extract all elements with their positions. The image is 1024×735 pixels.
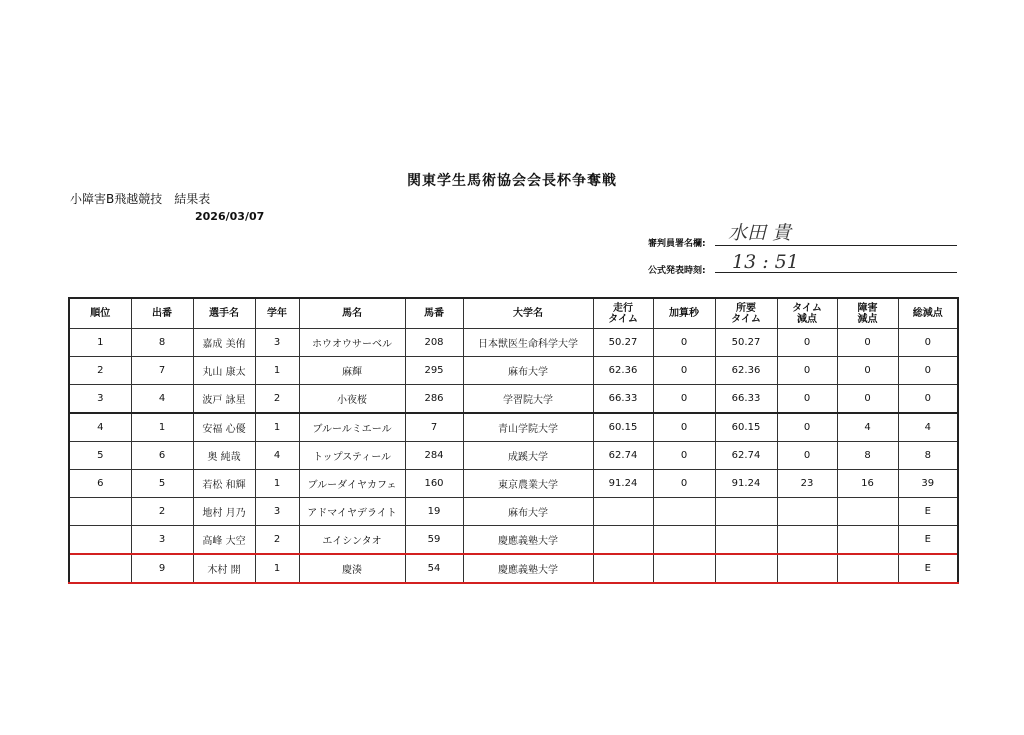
table-row — [69, 385, 958, 414]
judge-signature-label: 審判員署名欄: — [648, 239, 706, 249]
cell-total-time: 62.74 — [715, 442, 777, 470]
cell-added-seconds: 0 — [653, 442, 715, 470]
cell-run-time: 91.24 — [593, 470, 653, 498]
header-horse-name: 馬名 — [299, 298, 405, 329]
cell-rider-name: 波戸 詠星 — [193, 385, 255, 414]
cell-time-penalty — [777, 526, 837, 555]
cell-obstacle-penalty — [837, 498, 898, 526]
cell-horse-number: 208 — [405, 329, 463, 357]
cell-added-seconds: 0 — [653, 329, 715, 357]
cell-grade: 1 — [255, 357, 299, 385]
table-row — [69, 498, 958, 526]
header-total-penalty: 総減点 — [898, 298, 958, 329]
header-added-seconds: 加算秒 — [653, 298, 715, 329]
cell-horse-number: 7 — [405, 413, 463, 442]
table-row — [69, 526, 958, 555]
cell-rank: 3 — [69, 385, 131, 414]
cell-grade: 3 — [255, 329, 299, 357]
cell-horse-number: 295 — [405, 357, 463, 385]
cell-total-penalty: 39 — [898, 470, 958, 498]
cell-start-order: 8 — [131, 329, 193, 357]
cell-obstacle-penalty: 4 — [837, 413, 898, 442]
cell-total-time: 62.36 — [715, 357, 777, 385]
cell-grade: 1 — [255, 413, 299, 442]
cell-university: 慶應義塾大学 — [463, 526, 593, 555]
cell-obstacle-penalty — [837, 526, 898, 555]
cell-grade: 2 — [255, 385, 299, 414]
cell-total-time: 60.15 — [715, 413, 777, 442]
cell-rank — [69, 526, 131, 555]
cell-rank: 1 — [69, 329, 131, 357]
cell-rank — [69, 554, 131, 583]
header-start-order: 出番 — [131, 298, 193, 329]
cell-total-penalty: E — [898, 554, 958, 583]
cell-time-penalty: 0 — [777, 385, 837, 414]
cell-run-time: 62.74 — [593, 442, 653, 470]
cell-rider-name: 高峰 大空 — [193, 526, 255, 555]
judge-signature: 水田 貴 — [728, 222, 792, 244]
header-obstacle-penalty: 障害 減点 — [837, 298, 898, 329]
cell-grade: 1 — [255, 554, 299, 583]
cell-grade: 4 — [255, 442, 299, 470]
cell-horse-name: ブルーダイヤカフェ — [299, 470, 405, 498]
header-total-time: 所要 タイム — [715, 298, 777, 329]
results-table — [68, 297, 959, 584]
cell-run-time — [593, 498, 653, 526]
announce-time: 13 : 51 — [732, 251, 799, 273]
cell-horse-number: 54 — [405, 554, 463, 583]
cell-rider-name: 安福 心優 — [193, 413, 255, 442]
header-row — [69, 298, 958, 329]
cell-total-time: 91.24 — [715, 470, 777, 498]
cell-university: 麻布大学 — [463, 498, 593, 526]
cell-grade: 3 — [255, 498, 299, 526]
table-row — [69, 329, 958, 357]
cell-grade: 1 — [255, 470, 299, 498]
cell-total-time — [715, 498, 777, 526]
cell-start-order: 2 — [131, 498, 193, 526]
cell-time-penalty: 0 — [777, 442, 837, 470]
cell-horse-name: 小夜桜 — [299, 385, 405, 414]
cell-added-seconds — [653, 554, 715, 583]
cell-rider-name: 木村 開 — [193, 554, 255, 583]
cell-start-order: 7 — [131, 357, 193, 385]
cell-horse-name: 麻輝 — [299, 357, 405, 385]
cell-added-seconds — [653, 526, 715, 555]
cell-time-penalty — [777, 554, 837, 583]
header-run-time: 走行 タイム — [593, 298, 653, 329]
header-time-penalty: タイム 減点 — [777, 298, 837, 329]
cell-total-penalty: 0 — [898, 329, 958, 357]
cell-total-time — [715, 554, 777, 583]
judge-signature-line — [715, 245, 957, 246]
cell-rank: 2 — [69, 357, 131, 385]
cell-time-penalty: 0 — [777, 413, 837, 442]
cell-horse-name: ホウオウサーベル — [299, 329, 405, 357]
cell-horse-number: 286 — [405, 385, 463, 414]
cell-obstacle-penalty: 8 — [837, 442, 898, 470]
cell-start-order: 9 — [131, 554, 193, 583]
table-row — [69, 442, 958, 470]
cell-total-penalty: E — [898, 526, 958, 555]
cell-obstacle-penalty: 0 — [837, 329, 898, 357]
cell-total-time: 50.27 — [715, 329, 777, 357]
cell-added-seconds: 0 — [653, 357, 715, 385]
table-row — [69, 554, 958, 583]
cell-run-time — [593, 554, 653, 583]
cell-rider-name: 若松 和輝 — [193, 470, 255, 498]
cell-total-penalty: E — [898, 498, 958, 526]
cell-horse-name: ブルールミエール — [299, 413, 405, 442]
cell-start-order: 1 — [131, 413, 193, 442]
cell-university: 麻布大学 — [463, 357, 593, 385]
document-title: 関東学生馬術協会会長杯争奪戦 — [407, 173, 617, 189]
cell-added-seconds: 0 — [653, 385, 715, 414]
cell-university: 学習院大学 — [463, 385, 593, 414]
cell-university: 日本獣医生命科学大学 — [463, 329, 593, 357]
cell-time-penalty: 0 — [777, 329, 837, 357]
cell-rider-name: 丸山 康太 — [193, 357, 255, 385]
cell-run-time: 50.27 — [593, 329, 653, 357]
cell-horse-number: 284 — [405, 442, 463, 470]
cell-run-time: 66.33 — [593, 385, 653, 414]
cell-run-time: 62.36 — [593, 357, 653, 385]
cell-start-order: 4 — [131, 385, 193, 414]
cell-start-order: 3 — [131, 526, 193, 555]
cell-rank: 5 — [69, 442, 131, 470]
cell-rider-name: 奥 純哉 — [193, 442, 255, 470]
cell-rank — [69, 498, 131, 526]
cell-start-order: 5 — [131, 470, 193, 498]
cell-horse-number: 160 — [405, 470, 463, 498]
header-rider-name: 選手名 — [193, 298, 255, 329]
cell-horse-number: 59 — [405, 526, 463, 555]
cell-total-penalty: 4 — [898, 413, 958, 442]
cell-added-seconds: 0 — [653, 413, 715, 442]
cell-grade: 2 — [255, 526, 299, 555]
header-rank: 順位 — [69, 298, 131, 329]
cell-rider-name: 地村 月乃 — [193, 498, 255, 526]
cell-total-penalty: 0 — [898, 385, 958, 414]
cell-horse-number: 19 — [405, 498, 463, 526]
cell-time-penalty — [777, 498, 837, 526]
cell-rider-name: 嘉成 美侑 — [193, 329, 255, 357]
cell-horse-name: エイシンタオ — [299, 526, 405, 555]
cell-horse-name: アドマイヤデライト — [299, 498, 405, 526]
cell-university: 東京農業大学 — [463, 470, 593, 498]
cell-run-time — [593, 526, 653, 555]
cell-time-penalty: 23 — [777, 470, 837, 498]
event-name: 小障害B飛越競技 結果表 — [70, 192, 211, 206]
cell-added-seconds: 0 — [653, 470, 715, 498]
cell-total-penalty: 8 — [898, 442, 958, 470]
cell-total-penalty: 0 — [898, 357, 958, 385]
cell-obstacle-penalty: 16 — [837, 470, 898, 498]
table-row — [69, 357, 958, 385]
table-row — [69, 470, 958, 498]
cell-university: 青山学院大学 — [463, 413, 593, 442]
cell-added-seconds — [653, 498, 715, 526]
cell-time-penalty: 0 — [777, 357, 837, 385]
cell-university: 慶應義塾大学 — [463, 554, 593, 583]
cell-horse-name: トップスティール — [299, 442, 405, 470]
header-grade: 学年 — [255, 298, 299, 329]
table-row — [69, 413, 958, 442]
cell-start-order: 6 — [131, 442, 193, 470]
cell-total-time — [715, 526, 777, 555]
announce-time-label: 公式発表時刻: — [648, 266, 706, 276]
cell-rank: 4 — [69, 413, 131, 442]
header-horse-number: 馬番 — [405, 298, 463, 329]
cell-obstacle-penalty — [837, 554, 898, 583]
cell-rank: 6 — [69, 470, 131, 498]
cell-university: 成蹊大学 — [463, 442, 593, 470]
cell-obstacle-penalty: 0 — [837, 357, 898, 385]
event-date: 2026/03/07 — [195, 210, 265, 223]
cell-obstacle-penalty: 0 — [837, 385, 898, 414]
cell-horse-name: 慶湊 — [299, 554, 405, 583]
header-university: 大学名 — [463, 298, 593, 329]
cell-run-time: 60.15 — [593, 413, 653, 442]
cell-total-time: 66.33 — [715, 385, 777, 414]
